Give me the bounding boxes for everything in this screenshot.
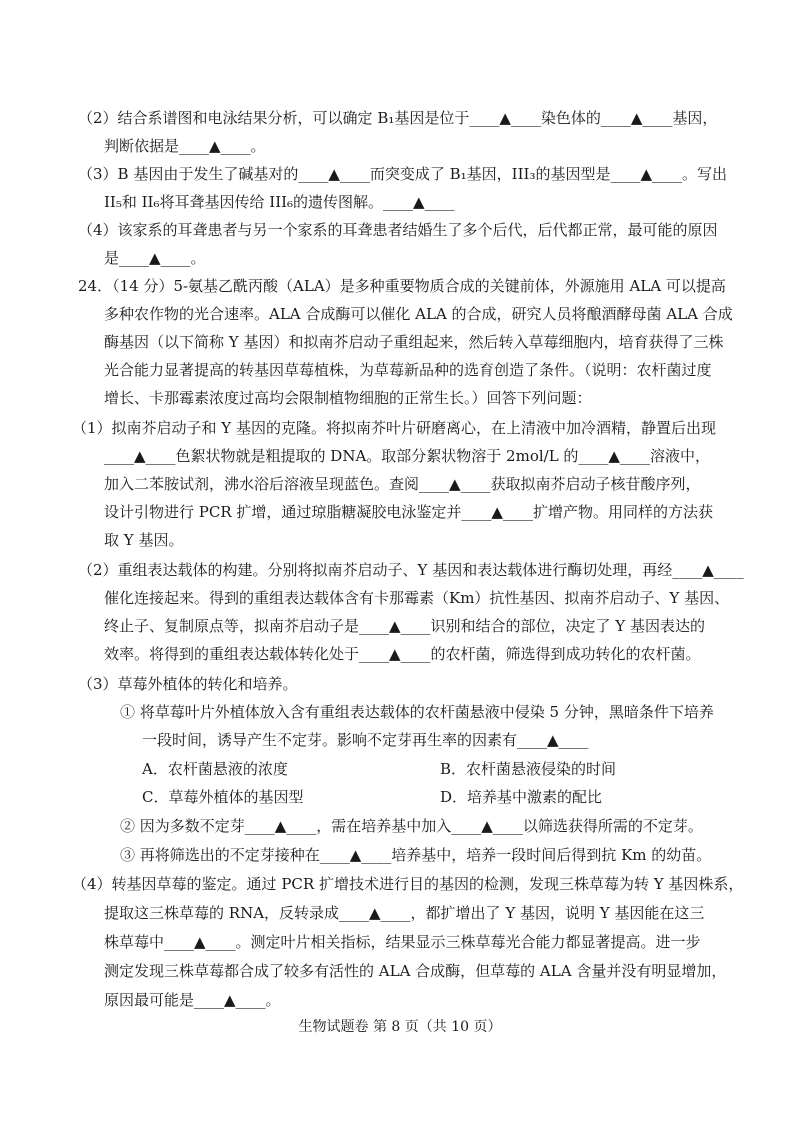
text-line: 酶基因（以下简称 Y 基因）和拟南芥启动子重组起来，然后转入草莓细胞内，培育获得了三株 — [104, 333, 724, 351]
text-line: 判断依据是____▲____。 — [104, 137, 266, 155]
text-line: ① 将草莓叶片外植体放入含有重组表达载体的农杆菌悬液中侵染 5 分钟，黑暗条件下培养 — [120, 703, 714, 721]
text-line: D．培养基中激素的配比 — [440, 788, 603, 806]
text-line: （2）重组表达载体的构建。分别将拟南芥启动子、Y 基因和表达载体进行酶切处理，再经____▲____ — [78, 561, 744, 579]
text-line: 设计引物进行 PCR 扩增，通过琼脂糖凝胶电泳鉴定并____▲____扩增产物。用同样的方法获 — [104, 503, 713, 521]
page-footer: 生物试题卷 第 8 页（共 10 页） — [298, 1019, 502, 1035]
text-line: 催化连接起来。得到的重组表达载体含有卡那霉素（Km）抗性基因、拟南芥启动子、Y 基因、 — [104, 589, 730, 607]
text-line: （1）拟南芥启动子和 Y 基因的克隆。将拟南芥叶片研磨离心，在上清液中加冷酒精，静置后出现 — [72, 419, 716, 437]
text-line: 加入二苯胺试剂，沸水浴后溶液呈现蓝色。查阅____▲____获取拟南芥启动子核苷酸序列， — [104, 475, 701, 493]
text-line: （3）草莓外植体的转化和培养。 — [78, 675, 298, 693]
text-line: 原因最可能是____▲____。 — [104, 991, 281, 1009]
text-line: 株草莓中____▲____。测定叶片相关指标，结果显示三株草莓光合能力都显著提高。进一步 — [104, 933, 701, 951]
text-line: 取 Y 基因。 — [104, 531, 184, 549]
text-line: （4）转基因草莓的鉴定。通过 PCR 扩增技术进行目的基因的检测，发现三株草莓为转 Y 基因株系， — [72, 875, 744, 893]
text-line: 增长、卡那霉素浓度过高均会限制植物细胞的正常生长。）回答下列问题： — [104, 389, 592, 407]
text-line: ② 因为多数不定芽____▲____，需在培养基中加入____▲____以筛选获得所需的不定芽。 — [120, 817, 703, 835]
text-line: ③ 再将筛选出的不定芽接种在____▲____培养基中，培养一段时间后得到抗 Km 的幼苗。 — [120, 846, 712, 864]
text-line: ____▲____色絮状物就是粗提取的 DNA。取部分絮状物溶于 2mol/L 的____▲____溶液中， — [104, 447, 710, 465]
text-line: C．草莓外植体的基因型 — [142, 788, 304, 806]
text-line: 是____▲____。 — [104, 249, 206, 267]
text-line: 多种农作物的光合速率。ALA 合成酶可以催化 ALA 的合成，研究人员将酿酒酵母菌 ALA 合成 — [104, 305, 733, 323]
text-line: 光合能力显著提高的转基因草莓植株，为草莓新品种的选育创造了条件。（说明：农杆菌过度 — [104, 361, 712, 379]
text-line: 一段时间，诱导产生不定芽。影响不定芽再生率的因素有____▲____ — [142, 731, 589, 749]
text-line: （4）该家系的耳聋患者与另一个家系的耳聋患者结婚生了多个后代，后代都正常，最可能的原因 — [78, 221, 718, 239]
text-line: （3）B 基因由于发生了碱基对的____▲____而突变成了 B₁基因，III₃的基因型是____▲____。写出 — [78, 165, 728, 183]
text-line: 提取这三株草莓的 RNA，反转录成____▲____，都扩增出了 Y 基因，说明 Y 基因能在这三 — [104, 904, 705, 922]
text-line: 测定发现三株草莓都合成了较多有活性的 ALA 合成酶，但草莓的 ALA 含量并没有明显增加， — [104, 962, 727, 980]
text-line: 效率。将得到的重组表达载体转化处于____▲____的农杆菌，筛选得到成功转化的农杆菌。 — [104, 645, 701, 663]
text-line: 24．（14 分）5-氨基乙酰丙酸（ALA）是多种重要物质合成的关键前体，外源施用 ALA 可以提高 — [78, 277, 726, 295]
text-line: （2）结合系谱图和电泳结果分析，可以确定 B₁基因是位于____▲____染色体的____▲____基因， — [78, 109, 718, 127]
text-line: II₅和 II₆将耳聋基因传给 III₆的遗传图解。____▲____ — [104, 193, 455, 211]
text-line: B．农杆菌悬液侵染的时间 — [440, 760, 617, 778]
text-line: 终止子、复制原点等，拟南芥启动子是____▲____识别和结合的部位，决定了 Y 基因表达的 — [104, 617, 705, 635]
text-line: A．农杆菌悬液的浓度 — [142, 760, 288, 778]
